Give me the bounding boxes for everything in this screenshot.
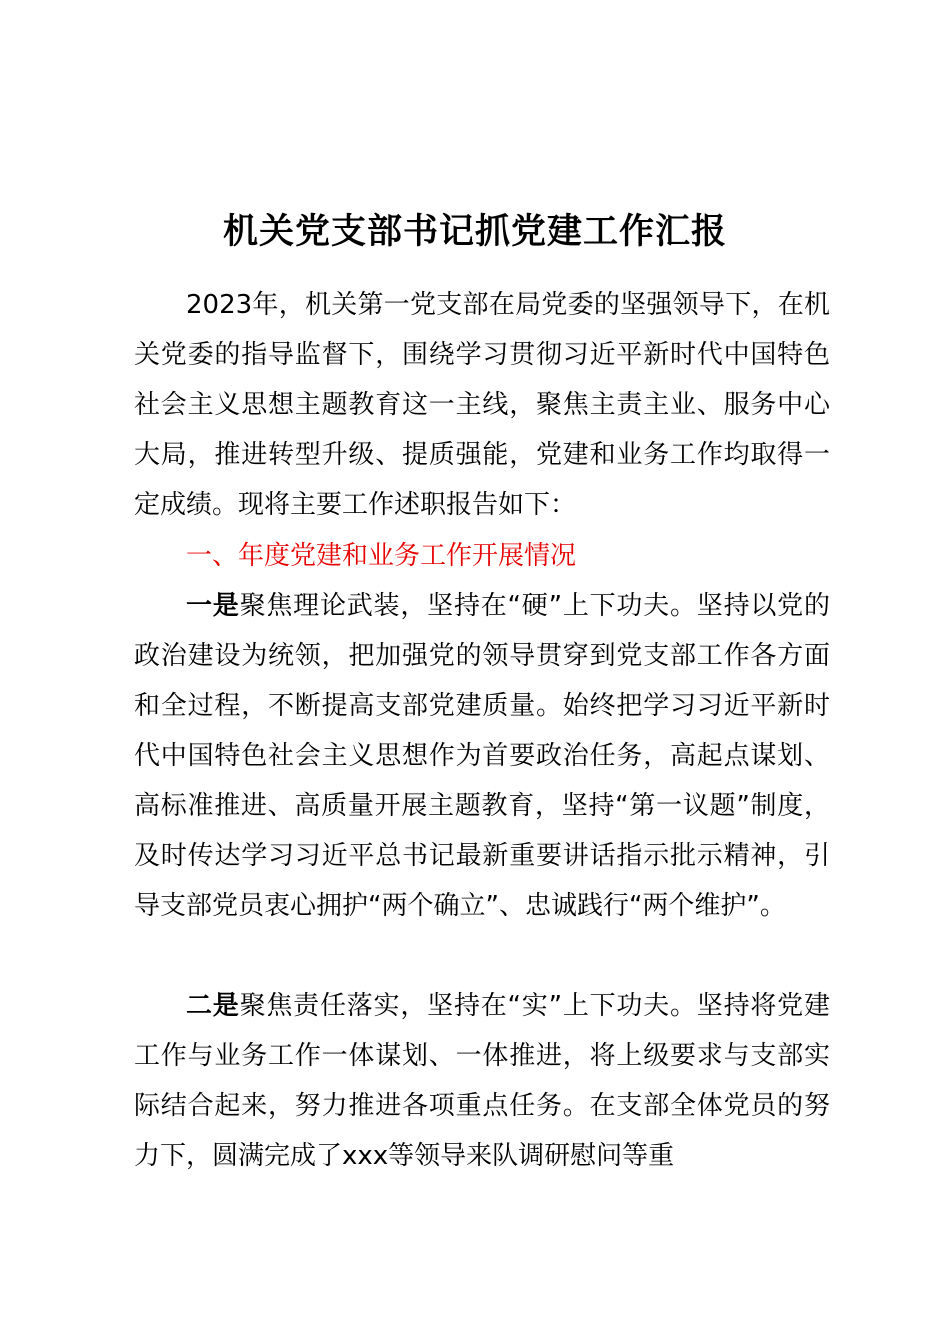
paragraph-text: 聚焦责任落实，坚持在“实”上下功夫。坚持将党建工作与业务工作一体谋划、一体推进，将上级要求与支部实际结合起来，努力推进各项重点任务。在支部全体党员的努力下，圆满完成了xxx等领导来队调研慰问等重 [134, 991, 830, 1171]
section-heading: 一、年度党建和业务工作开展情况 [186, 541, 577, 571]
paragraph-lead: 一是 [186, 591, 240, 621]
paragraph-text: 聚焦理论武装，坚持在“硬”上下功夫。坚持以党的政治建设为统领，把加强党的领导贯穿到党支部工作各方面和全过程，不断提高支部党建质量。始终把学习习近平新时代中国特色社会主义思想作为首要政治任务，高起点谋划、高标准推进、高质量开展主题教育，坚持“第一议题”制度，及时传达学习习近平总书记最新重要讲话指示批示精神，引导支部党员衷心拥护“两个确立”、忠诚践行“两个维护”。 [134, 591, 830, 921]
intro-paragraph: 2023年，机关第一党支部在局党委的坚强领导下，在机关党委的指导监督下，围绕学习贯彻习近平新时代中国特色社会主义思想主题教育这一主线，聚焦主责主业、服务中心大局，推进转型升级、提质强能，党建和业务工作均取得一定成绩。现将主要工作述职报告如下： [134, 290, 830, 520]
paragraph-lead: 二是 [186, 991, 240, 1021]
body-paragraph-2 [134, 981, 830, 1181]
document-title: 机关党支部书记抓党建工作汇报 [222, 212, 727, 252]
body-paragraph-1 [134, 581, 830, 931]
